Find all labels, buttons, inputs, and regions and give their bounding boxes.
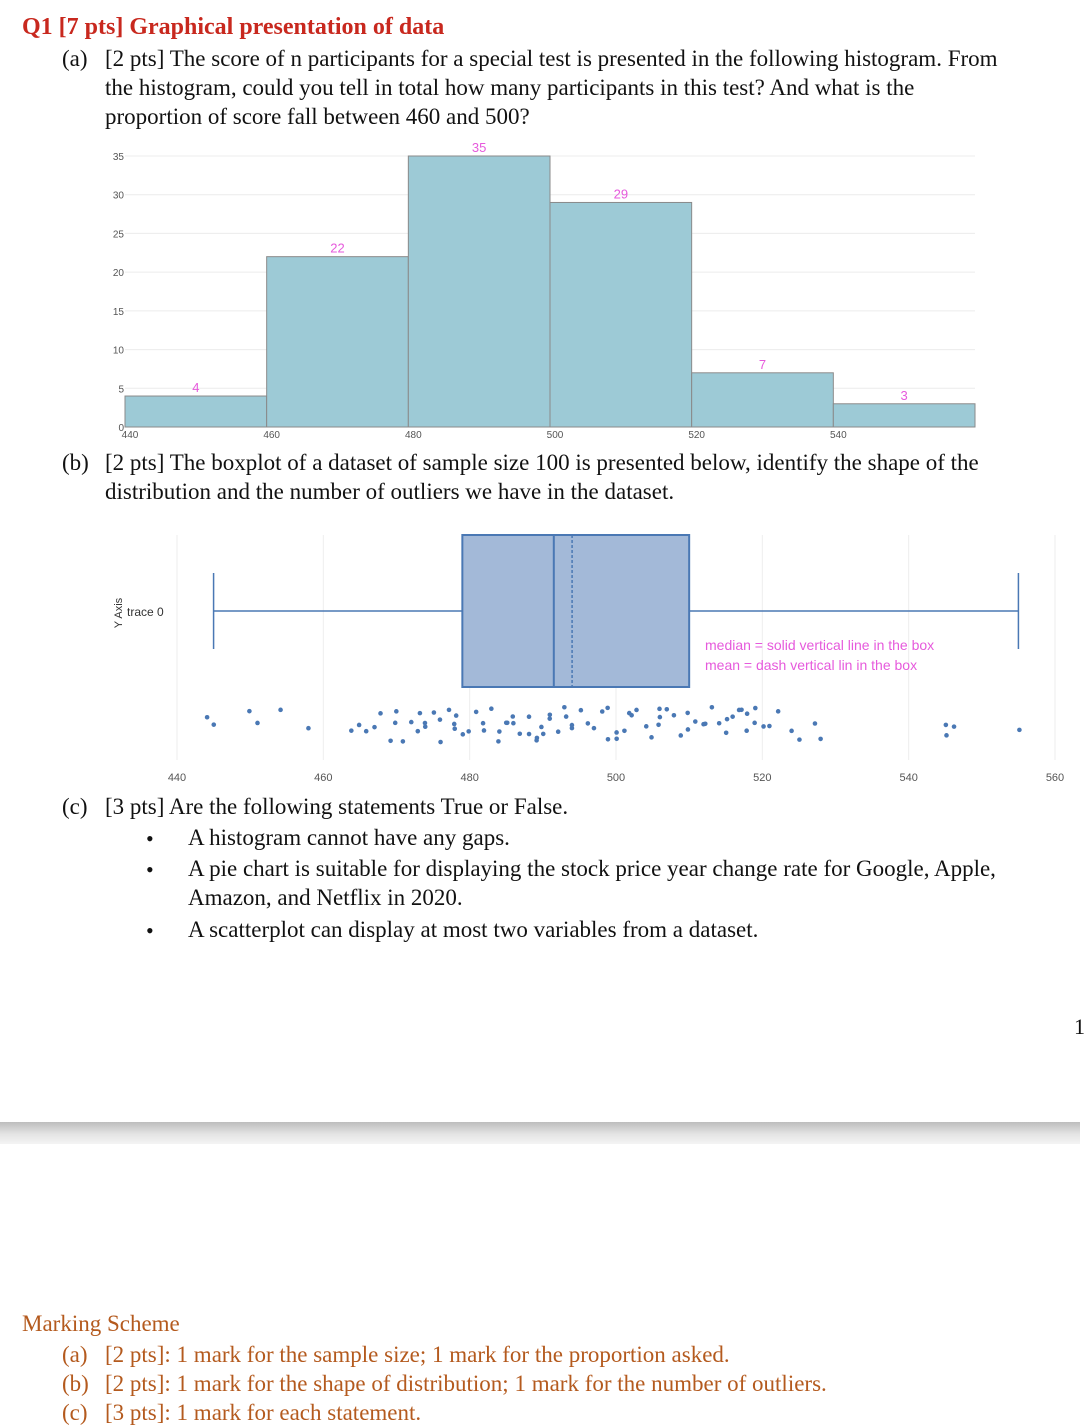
box-x-tick: 520	[753, 772, 772, 784]
box-data-point	[541, 732, 546, 737]
hist-x-tick: 460	[263, 430, 281, 441]
box-data-point	[401, 739, 406, 744]
box-data-point	[1017, 728, 1022, 733]
part-a-line-3: proportion of score fall between 460 and 500?	[105, 104, 530, 129]
box-data-point	[562, 705, 567, 710]
hist-y-tick: 20	[112, 268, 124, 280]
box-data-point	[564, 714, 569, 719]
hist-x-tick: 480	[404, 430, 422, 441]
box-data-point	[685, 711, 690, 716]
histogram-bar-label: 29	[613, 186, 629, 202]
box-data-point	[481, 721, 486, 726]
statement-2-line-1: A pie chart is suitable for displaying the stock price year change rate for Google, Apple,	[188, 856, 996, 881]
box-data-point	[511, 721, 516, 726]
part-b-label: (b)	[62, 450, 89, 475]
histogram-bar-label: 3	[900, 387, 908, 403]
ms-c-text: [3 pts]: 1 mark for each statement.	[105, 1400, 422, 1425]
boxplot-chart	[0, 525, 1080, 790]
box-data-point	[378, 711, 383, 716]
part-a-label: (a)	[62, 46, 88, 71]
box-data-point	[730, 714, 735, 719]
box-data-point	[517, 731, 522, 736]
box-data-point	[614, 736, 619, 741]
box-data-point	[423, 724, 428, 729]
box-data-point	[211, 722, 216, 727]
box-data-point	[753, 706, 758, 711]
box-data-point	[776, 709, 781, 714]
box-data-point	[461, 732, 466, 737]
box-data-point	[527, 732, 532, 737]
box-data-point	[539, 725, 544, 730]
histogram-bar	[833, 404, 975, 427]
histogram-chart	[0, 135, 1080, 445]
marking-scheme-title: Marking Scheme	[22, 1311, 180, 1336]
box-data-point	[737, 708, 742, 713]
box-data-point	[432, 710, 437, 715]
box-data-point	[649, 735, 654, 740]
part-c-label: (c)	[62, 794, 88, 819]
box-data-point	[415, 729, 420, 734]
histogram-bar-label: 22	[330, 240, 345, 256]
box-data-point	[634, 708, 639, 713]
box-data-point	[767, 724, 772, 729]
box-data-point	[752, 721, 757, 726]
box-data-point	[452, 726, 457, 731]
box-data-point	[606, 737, 611, 742]
page-edge-mark: 1	[1074, 1014, 1085, 1039]
box-data-point	[797, 737, 802, 742]
box-data-point	[761, 724, 766, 729]
iqr-box	[462, 535, 689, 687]
histogram-bar-label: 35	[471, 140, 487, 155]
box-data-point	[725, 717, 730, 722]
box-data-point	[388, 739, 393, 744]
question-title: Q1 [7 pts] Graphical presentation of data	[22, 14, 445, 40]
box-data-point	[627, 711, 632, 716]
box-data-point	[717, 721, 722, 726]
box-data-point	[952, 724, 957, 729]
box-trace-label: trace 0	[127, 605, 164, 619]
box-data-point	[944, 723, 949, 728]
statement-1: A histogram cannot have any gaps.	[188, 825, 510, 850]
box-data-point	[349, 728, 354, 733]
part-c-intro: [3 pts] Are the following statements True or False.	[105, 794, 569, 819]
box-x-tick: 480	[460, 772, 479, 784]
box-data-point	[614, 730, 619, 735]
box-data-point	[497, 729, 502, 734]
box-data-point	[672, 713, 677, 718]
box-data-point	[693, 719, 698, 724]
box-data-point	[664, 707, 669, 712]
box-data-point	[622, 728, 627, 733]
box-data-point	[357, 723, 362, 728]
page-separator	[0, 1122, 1080, 1144]
hist-y-tick: 25	[112, 229, 124, 241]
hist-y-tick: 15	[112, 306, 124, 318]
box-data-point	[703, 722, 708, 727]
part-b-line-2: distribution and the number of outliers we have in the dataset.	[105, 479, 675, 504]
box-data-point	[744, 728, 749, 733]
histogram-bar	[692, 373, 834, 427]
box-data-point	[474, 710, 479, 715]
histogram-bar	[550, 202, 692, 427]
box-data-point	[393, 721, 398, 726]
box-data-point	[658, 715, 663, 720]
box-data-point	[644, 724, 649, 729]
histogram-bar	[125, 396, 267, 427]
box-data-point	[255, 721, 260, 726]
hist-x-tick: 500	[546, 430, 564, 441]
hist-y-tick: 35	[112, 152, 124, 163]
box-x-tick: 560	[1045, 772, 1065, 784]
box-data-point	[482, 728, 487, 733]
box-data-point	[605, 706, 610, 711]
box-data-point	[724, 731, 729, 736]
box-data-point	[818, 737, 823, 742]
box-data-point	[489, 706, 494, 711]
box-data-point	[710, 705, 715, 710]
box-x-tick: 440	[167, 772, 187, 784]
bullet-2: •	[146, 857, 154, 882]
box-data-point	[372, 725, 377, 730]
box-data-point	[447, 708, 452, 713]
box-data-point	[394, 709, 399, 714]
box-y-axis-label: Y Axis	[113, 597, 125, 629]
box-data-point	[813, 721, 818, 726]
histogram-bar	[267, 257, 409, 427]
box-data-point	[205, 715, 210, 720]
box-data-point	[527, 714, 532, 719]
hist-x-tick: 440	[121, 430, 139, 441]
ms-b-label: (b)	[62, 1371, 89, 1396]
box-data-point	[579, 708, 584, 713]
box-data-point	[438, 717, 443, 722]
part-a-line-2: the histogram, could you tell in total how many participants in this test? And what is the	[105, 75, 915, 100]
box-data-point	[409, 720, 414, 725]
box-data-point	[678, 733, 683, 738]
box-data-point	[656, 722, 661, 727]
box-data-point	[466, 729, 471, 734]
bullet-1: •	[146, 826, 154, 851]
bullet-3: •	[146, 918, 154, 943]
part-b-line-1: [2 pts] The boxplot of a dataset of sample size 100 is presented below, identify the shape of the	[105, 450, 979, 475]
box-data-point	[278, 708, 283, 713]
ms-a-text: [2 pts]: 1 mark for the sample size; 1 mark for the proportion asked.	[105, 1342, 730, 1367]
box-data-point	[247, 709, 252, 714]
box-data-point	[592, 726, 597, 731]
statement-2-line-2: Amazon, and Netflix in 2020.	[188, 885, 463, 910]
histogram-bar-label: 4	[192, 380, 200, 396]
box-data-point	[944, 733, 949, 738]
box-data-point	[556, 729, 561, 734]
box-data-point	[600, 709, 605, 714]
mean-annotation: mean = dash vertical lin in the box	[705, 657, 918, 673]
histogram-bar-label: 7	[758, 356, 767, 372]
hist-y-tick: 0	[118, 423, 124, 434]
box-data-point	[686, 727, 691, 732]
box-data-point	[586, 721, 591, 726]
box-data-point	[789, 729, 794, 734]
box-data-point	[306, 726, 311, 731]
box-data-point	[510, 714, 515, 719]
hist-y-tick: 10	[112, 345, 124, 357]
box-x-tick: 460	[314, 772, 333, 784]
box-x-tick: 500	[606, 772, 626, 784]
box-data-point	[364, 729, 369, 734]
ms-a-label: (a)	[62, 1342, 88, 1367]
statement-3: A scatterplot can display at most two variables from a dataset.	[188, 917, 759, 942]
box-x-tick: 540	[899, 772, 918, 784]
box-data-point	[657, 707, 662, 712]
box-data-point	[438, 740, 443, 745]
box-data-point	[418, 711, 423, 716]
median-annotation: median = solid vertical line in the box	[705, 637, 935, 653]
box-data-point	[570, 723, 575, 728]
hist-x-tick: 520	[688, 430, 706, 441]
box-data-point	[505, 720, 510, 725]
hist-y-tick: 5	[118, 384, 124, 396]
box-data-point	[745, 711, 750, 716]
histogram-bar	[408, 156, 550, 427]
ms-c-label: (c)	[62, 1400, 88, 1425]
box-data-point	[454, 713, 459, 718]
box-data-point	[534, 738, 539, 743]
hist-y-tick: 30	[112, 190, 124, 202]
box-data-point	[452, 722, 457, 727]
part-a-line-1: [2 pts] The score of n participants for a special test is presented in the following histogram. From	[105, 46, 998, 71]
box-data-point	[496, 739, 501, 744]
hist-x-tick: 540	[829, 430, 847, 441]
box-data-point	[548, 712, 553, 717]
ms-b-text: [2 pts]: 1 mark for the shape of distribution; 1 mark for the number of outliers.	[105, 1371, 827, 1396]
